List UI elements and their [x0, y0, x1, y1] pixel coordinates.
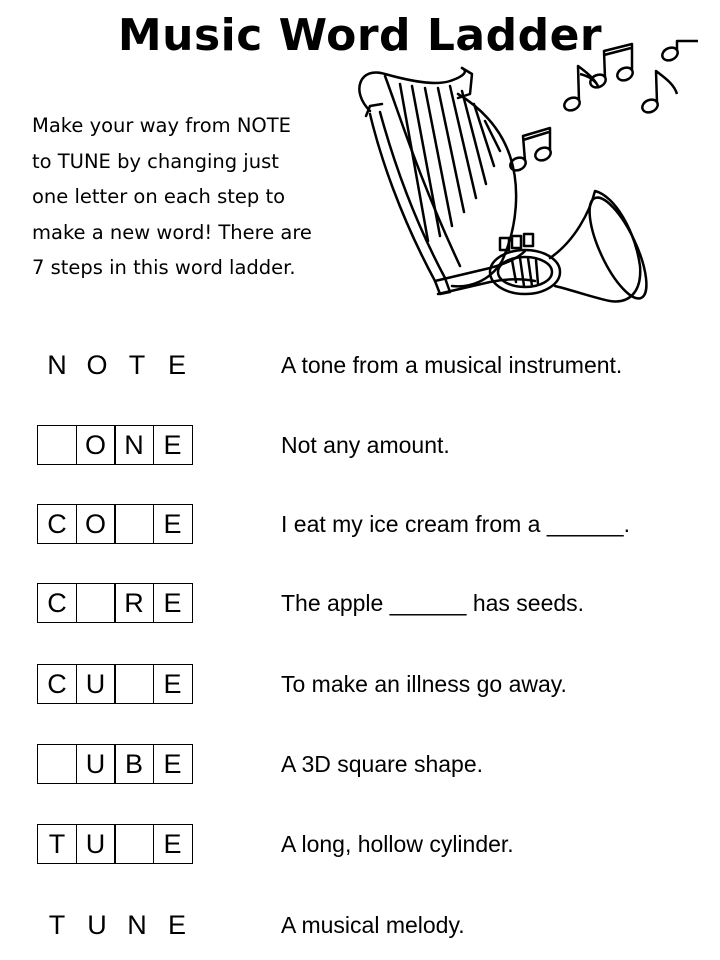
- ladder-row: [0, 905, 720, 945]
- letter-cell: R: [114, 583, 154, 623]
- letter-cell: E: [153, 744, 193, 784]
- letter-cell: T: [128, 349, 146, 380]
- ladder-word: [37, 664, 193, 704]
- music-notes-icon: [508, 41, 698, 173]
- letter-cell[interactable]: [114, 824, 154, 864]
- instructions-line: to TUNE by changing just: [32, 149, 279, 173]
- clue-text: To make an illness go away.: [281, 671, 567, 697]
- ladder-word: [37, 824, 193, 864]
- letter-cell: E: [153, 504, 193, 544]
- ladder-row: [0, 664, 720, 704]
- ladder-word: [37, 425, 193, 465]
- ladder-word: [37, 345, 197, 385]
- letter-cell: N: [47, 349, 67, 380]
- letter-cell: O: [76, 425, 116, 465]
- instructions-line: make a new word! There are: [32, 220, 312, 244]
- harp-icon: [359, 68, 516, 294]
- letter-cell: N: [114, 425, 154, 465]
- letter-cell[interactable]: [114, 664, 154, 704]
- instructions-line: one letter on each step to: [32, 185, 286, 208]
- letter-cell: U: [76, 664, 116, 704]
- letter-cell[interactable]: [76, 583, 116, 623]
- clue-text: I eat my ice cream from a ______.: [281, 511, 630, 537]
- instructions-text: [32, 108, 352, 286]
- letter-cell: B: [114, 744, 154, 784]
- letter-cell: E: [153, 824, 193, 864]
- letter-cell: T: [37, 824, 77, 864]
- ladder-row: [0, 744, 720, 784]
- ladder-row: [0, 345, 720, 385]
- clue-text: A long, hollow cylinder.: [281, 831, 514, 857]
- letter-cell[interactable]: [37, 425, 77, 465]
- letter-cell: C: [37, 583, 77, 623]
- letter-cell: O: [76, 504, 116, 544]
- letter-cell: U: [76, 744, 116, 784]
- ladder-row: [0, 504, 720, 544]
- letter-cell[interactable]: [37, 744, 77, 784]
- ladder-row: [0, 583, 720, 623]
- letter-cell: E: [153, 583, 193, 623]
- instructions-line: 7 steps in this word ladder.: [32, 256, 296, 279]
- music-illustration: [340, 36, 720, 306]
- letter-cell[interactable]: [114, 504, 154, 544]
- instructions-line: Make your way from NOTE: [32, 114, 291, 137]
- trumpet-icon: [435, 191, 658, 306]
- letter-cell: C: [37, 504, 77, 544]
- letter-cell: E: [153, 664, 193, 704]
- ladder-row: [0, 824, 720, 864]
- letter-cell: E: [167, 349, 186, 380]
- page-title: Music Word Ladder: [117, 10, 603, 61]
- clue-text: A 3D square shape.: [281, 751, 484, 777]
- clue-text: The apple ______ has seeds.: [281, 590, 585, 616]
- letter-cell: U: [87, 909, 107, 940]
- clue-text: Not any amount.: [281, 432, 450, 458]
- ladder-word: [37, 583, 193, 623]
- letter-cell: N: [127, 909, 147, 940]
- letter-cell: C: [37, 664, 77, 704]
- ladder-word: [37, 905, 197, 945]
- letter-cell: U: [76, 824, 116, 864]
- letter-cell: T: [48, 909, 66, 940]
- clue-text: A tone from a musical instrument.: [281, 352, 623, 378]
- clue-text: A musical melody.: [281, 912, 465, 938]
- letter-cell: E: [153, 425, 193, 465]
- letter-cell: O: [86, 349, 108, 380]
- ladder-word: [37, 744, 193, 784]
- ladder-word: [37, 504, 193, 544]
- ladder-row: [0, 425, 720, 465]
- letter-cell: E: [167, 909, 186, 940]
